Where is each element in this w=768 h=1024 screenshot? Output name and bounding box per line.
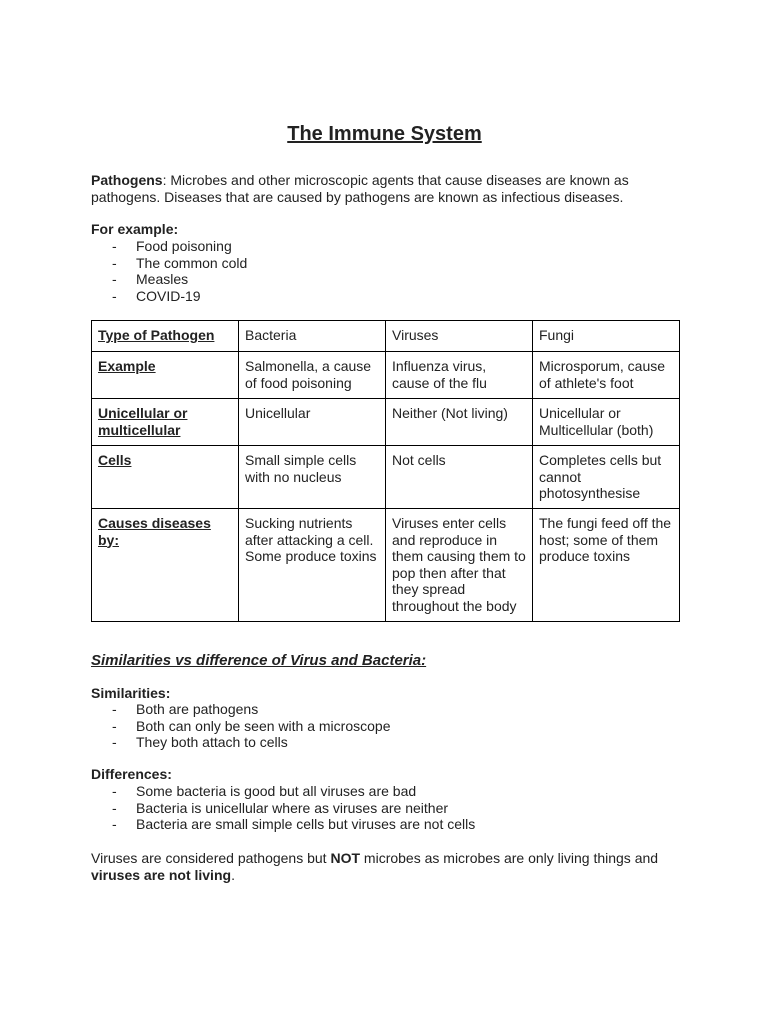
list-item: - Bacteria are small simple cells but viruses are not cells: [112, 816, 476, 832]
table-cell: Neither (Not living): [386, 399, 533, 446]
table-cell: Type of Pathogen: [92, 321, 239, 352]
table-row: [92, 446, 680, 509]
table-cell: Unicellular: [239, 399, 386, 446]
table-cell: Unicellular or multicellular: [92, 399, 239, 446]
table-row: [92, 399, 680, 446]
list-item: - The common cold: [112, 254, 248, 271]
differences-label: Differences:: [91, 766, 172, 782]
table-cell: Unicellular or Multicellular (both): [533, 399, 680, 446]
pathogen-table: [91, 320, 680, 622]
intro-paragraph: [91, 172, 651, 206]
similarities-list: [91, 701, 390, 751]
pathogens-term: Pathogens: [91, 172, 163, 188]
not-emphasis: NOT: [330, 850, 361, 866]
similarities-label: Similarities:: [91, 685, 171, 701]
table-cell: The fungi feed off the host; some of them produce toxins: [533, 509, 680, 622]
table-cell: Cells: [92, 446, 239, 509]
list-item: - They both attach to cells: [112, 734, 288, 750]
table-cell: Causes diseases by:: [92, 509, 239, 622]
examples-list: [91, 238, 247, 304]
table-row: [92, 352, 680, 399]
list-item: - Some bacteria is good but all viruses are bad: [112, 783, 417, 799]
closing-paragraph: Viruses are considered pathogens but NOT microbes as microbes are only living things and viruses are not living.: [91, 850, 659, 883]
not-living-emphasis: viruses are not living: [91, 867, 232, 883]
differences-list: [91, 783, 475, 833]
examples-label: For example:: [91, 221, 179, 237]
table-header-row: [92, 321, 680, 352]
list-item: - Both are pathogens: [112, 701, 259, 717]
page-title: The Immune System: [287, 123, 482, 145]
table-cell: Example: [92, 352, 239, 399]
table-cell: Completes cells but cannot photosynthesise: [533, 446, 680, 509]
table-cell: Influenza virus, cause of the flu: [386, 352, 533, 399]
table-row: [92, 509, 680, 622]
list-item: - Both can only be seen with a microscope: [112, 717, 391, 734]
table-cell: Salmonella, a cause of food poisoning: [239, 352, 386, 399]
comparison-heading: Similarities vs difference of Virus and Bacteria:: [91, 652, 427, 669]
table-cell: Small simple cells with no nucleus: [239, 446, 386, 509]
list-item: - COVID-19: [112, 287, 201, 304]
pathogens-definition: : Microbes and other microscopic agents that cause diseases are known as pathogens. Diseases that are caused by pathogens are known as infectious diseases.: [91, 172, 629, 205]
table-cell: Microsporum, cause of athlete's foot: [533, 352, 680, 399]
list-item: - Bacteria is unicellular where as viruses are neither: [112, 799, 449, 816]
table-cell: Fungi: [533, 321, 680, 352]
table-cell: Viruses enter cells and reproduce in them causing them to pop then after that they spread throughout the body: [386, 509, 533, 622]
table-cell: Sucking nutrients after attacking a cell. Some produce toxins: [239, 509, 386, 622]
table-cell: Viruses: [386, 321, 533, 352]
table-cell: Not cells: [386, 446, 533, 509]
table-cell: Bacteria: [239, 321, 386, 352]
list-item: - Measles: [112, 271, 189, 287]
list-item: - Food poisoning: [112, 238, 232, 254]
